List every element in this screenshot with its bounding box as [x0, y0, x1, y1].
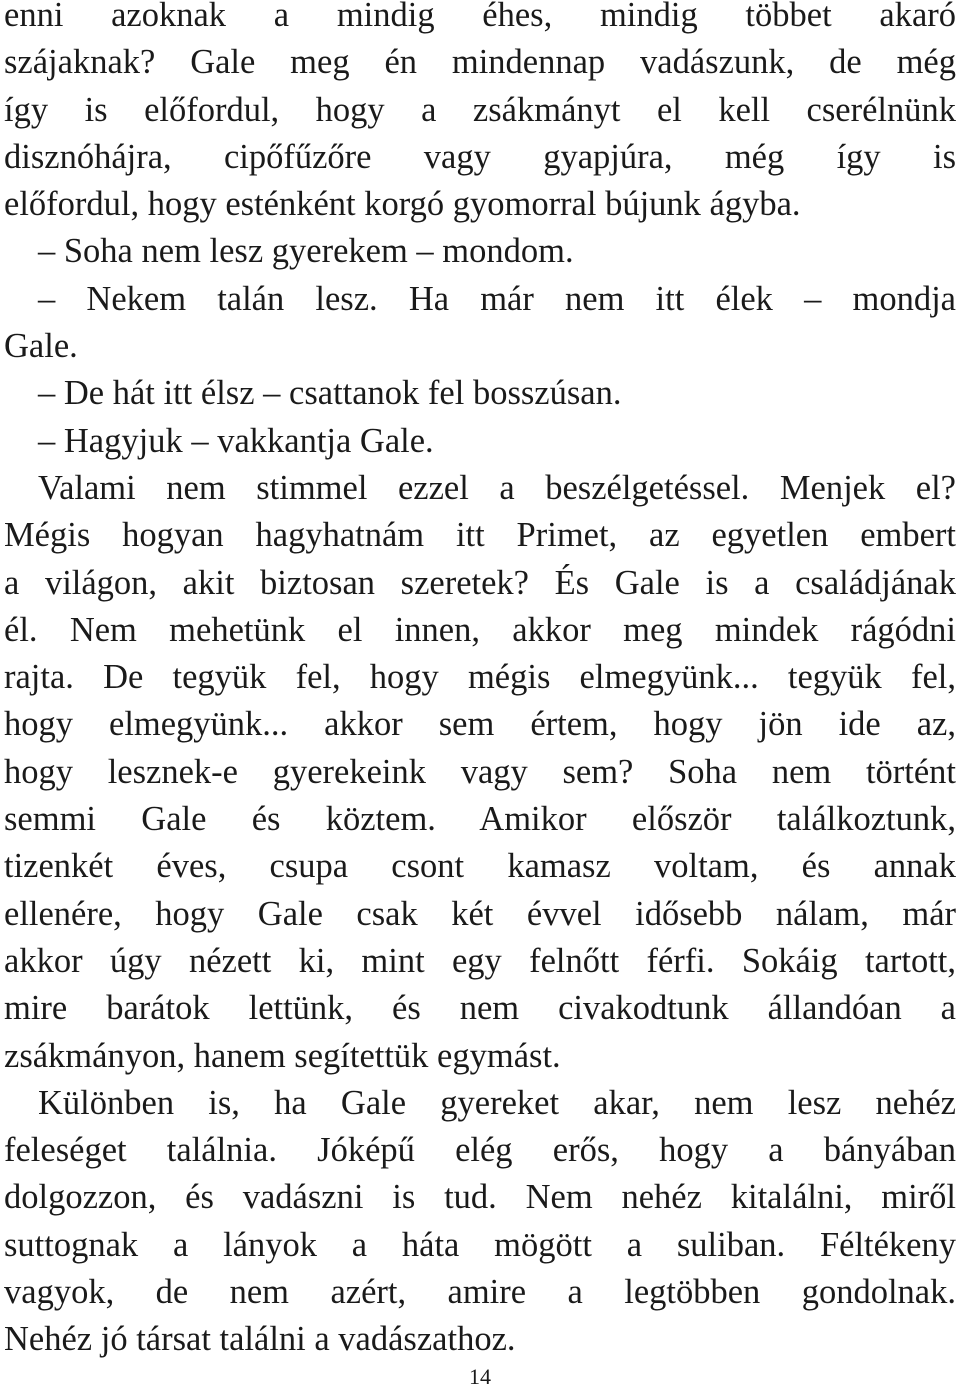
paragraph-6: [4, 465, 956, 1080]
text-line: – Nekem talán lesz. Ha már nem itt élek – mondja: [38, 279, 956, 318]
text-line: semmi Gale és köztem. Amikor először találkoztunk,: [4, 800, 956, 839]
text-line: – Soha nem lesz gyerekem – mondom.: [38, 232, 574, 271]
text-line: dolgozzon, és vadászni is tud. Nem nehéz kitalálni, miről: [4, 1178, 956, 1217]
text-line: rajta. De tegyük fel, hogy mégis elmegyünk... tegyük fel,: [4, 658, 956, 697]
paragraph-5: [4, 418, 956, 465]
text-line: hogy lesznek-e gyerekeink vagy sem? Soha nem történt: [4, 752, 956, 791]
text-line: zsákmányon, hanem segítettük egymást.: [4, 1036, 561, 1075]
page-number: 14: [469, 1364, 491, 1389]
text-line: előfordul, hogy esténként korgó gyomorral bújunk ágyba.: [4, 185, 801, 224]
text-line: Különben is, ha Gale gyereket akar, nem lesz nehéz: [38, 1083, 956, 1122]
text-line: akkor úgy nézett ki, mint egy felnőtt férfi. Sokáig tartott,: [4, 941, 956, 980]
text-line: Nehéz jó társat találni a vadászathoz.: [4, 1320, 516, 1359]
text-line: disznóhájra, cipőfűzőre vagy gyapjúra, még így is: [4, 137, 956, 176]
text-line: vagyok, de nem azért, amire a legtöbben gondolnak.: [4, 1273, 956, 1312]
text-line: Valami nem stimmel ezzel a beszélgetéssel. Menjek el?: [38, 468, 956, 507]
text-line: – Hagyjuk – vakkantja Gale.: [38, 421, 434, 460]
text-line: a világon, akit biztosan szeretek? És Gale is a családjának: [4, 563, 956, 602]
text-line: tizenkét éves, csupa csont kamasz voltam, és annak: [4, 847, 956, 886]
paragraph-4: [4, 370, 956, 417]
paragraph-1: [4, 0, 956, 228]
text-line: Mégis hogyan hagyhatnám itt Primet, az egyetlen embert: [4, 516, 956, 555]
text-line: enni azoknak a mindig éhes, mindig többet akaró: [4, 0, 956, 34]
text-line: suttognak a lányok a háta mögött a suliban. Féltékeny: [4, 1225, 956, 1264]
text-line: így is előfordul, hogy a zsákmányt el kell cserélnünk: [4, 90, 956, 129]
text-line: hogy elmegyünk... akkor sem értem, hogy jön ide az,: [4, 705, 956, 744]
text-line: feleséget találnia. Jóképű elég erős, hogy a bányában: [4, 1131, 956, 1170]
paragraph-3: [4, 276, 956, 371]
text-line: ellenére, hogy Gale csak két évvel idősebb nálam, már: [4, 894, 956, 933]
text-line: – De hát itt élsz – csattanok fel bosszúsan.: [38, 374, 622, 413]
text-line: szájaknak? Gale meg én mindennap vadászunk, de még: [4, 43, 956, 82]
paragraph-7: [4, 1080, 956, 1364]
body-text: [4, 0, 956, 1364]
text-line: mire barátok lettünk, és nem civakodtunk állandóan a: [4, 989, 956, 1028]
text-line: Gale.: [4, 327, 78, 366]
paragraph-2: [4, 228, 956, 275]
text-line: él. Nem mehetünk el innen, akkor meg mindek rágódni: [4, 610, 956, 649]
